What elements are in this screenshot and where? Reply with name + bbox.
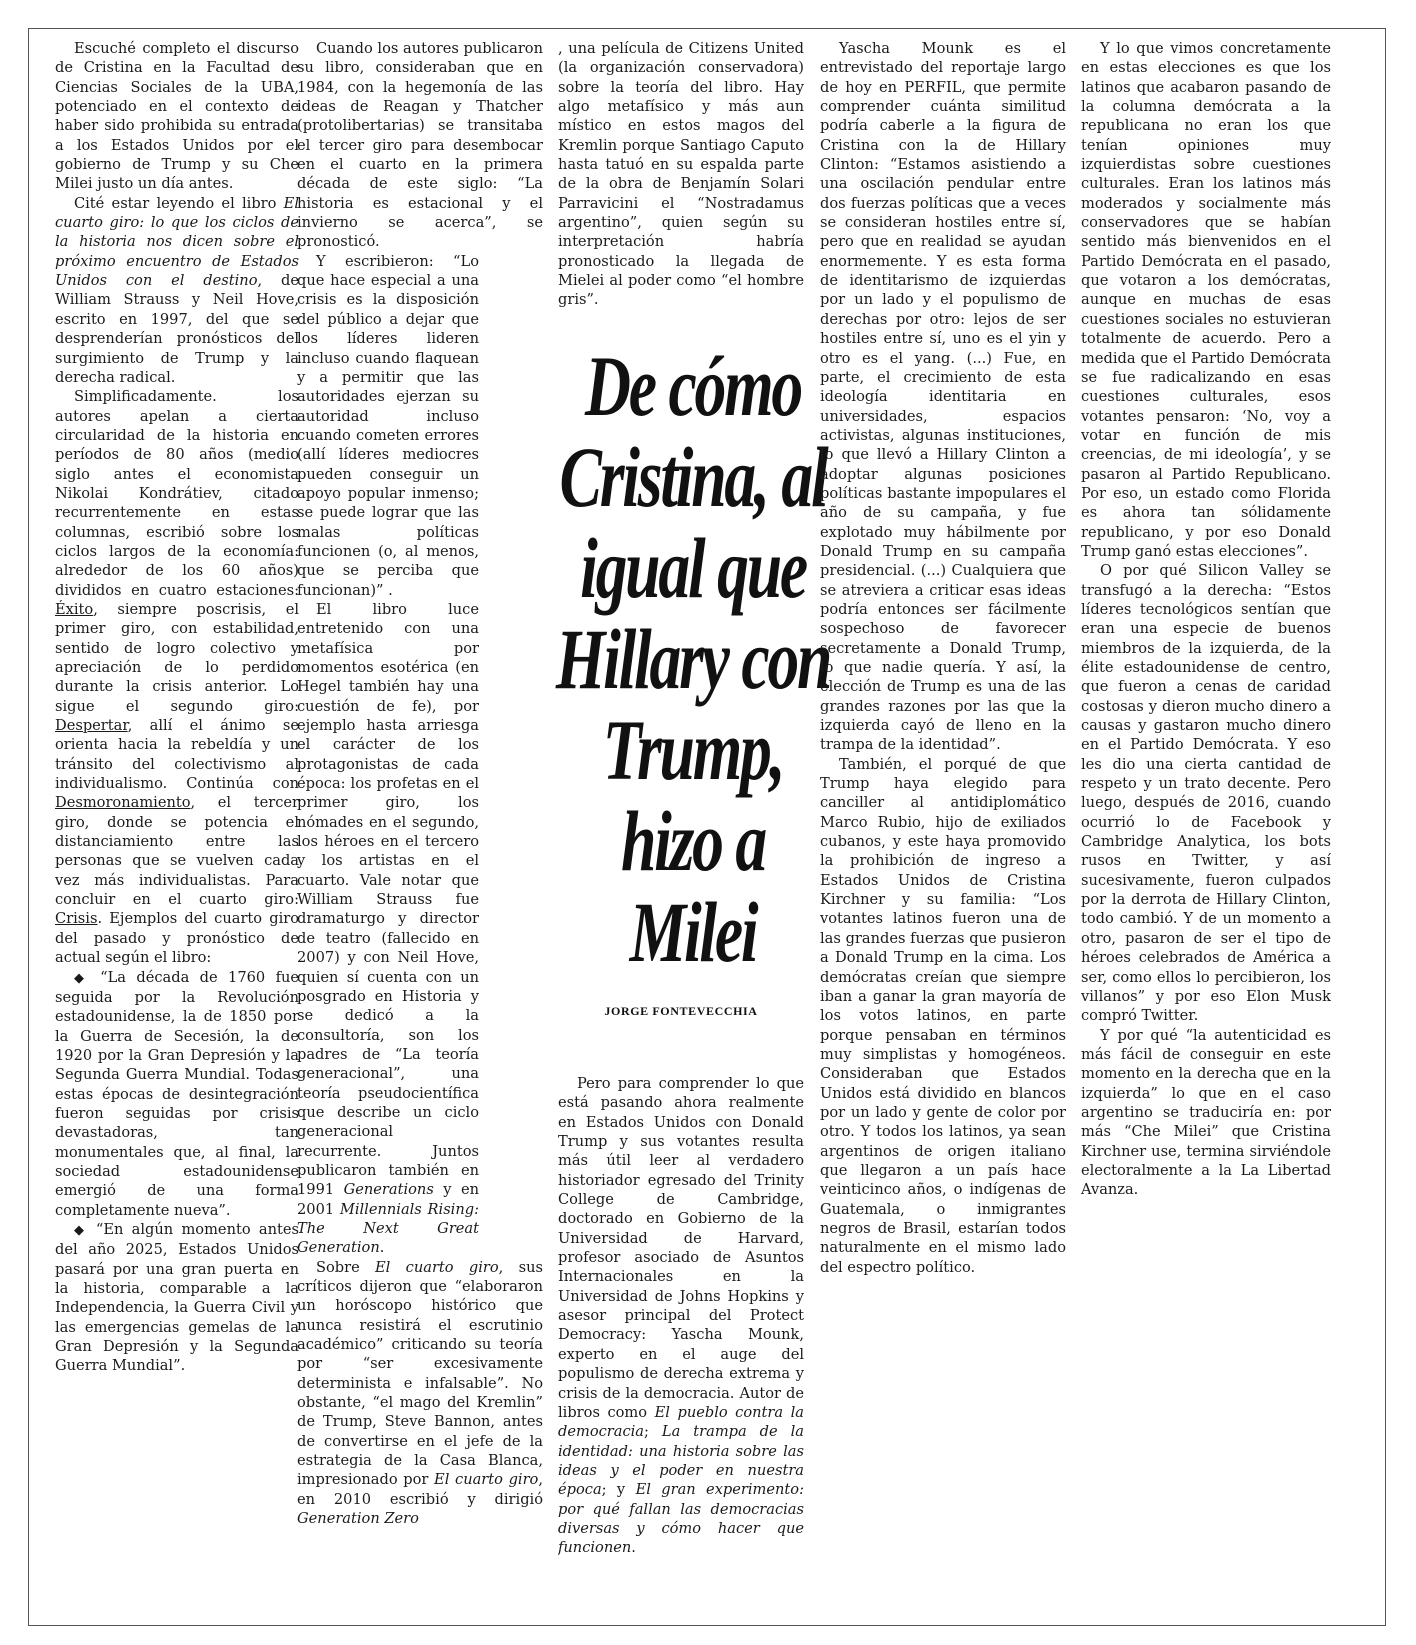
paragraph: Y lo que vimos concretamente en estas elecciones es que los latinos que acabaron pasando de la columna demócrata a la republicana no eran los que tenían opiniones muy izquierdistas sobre cuestiones culturales. Eran los latinos más moderados y socialmente más conservadores que se habían sentido más bienvenidos en el Partido Demócrata en el pasado, que votaron a los demócratas, aunque en muchas de esas cuestiones sociales no estuvieran totalmente de acuerdo. Pero a medida que el Partido Demócrata se fue radicalizando en esas cuestiones culturales, esos votantes pensaron: ‘No, voy a votar en función de mis creencias, de mi ideología’, y se pasaron al Partido Republicano. Por eso, un estado como Florida es ahora tan sólidamente republicano, y por eso Donald Trump ganó estas elecciones”.: [1081, 40, 1331, 560]
paragraph: Yascha Mounk es el entrevistado del reportaje largo de hoy en PERFIL, que permite comprender cuánta similitud podría caberle a la figura de Cristina con la de Hillary Clinton: “Estamos asistiendo a una oscilación pendular entre dos fuerzas políticas que a veces se consideran hostiles entre sí, pero que en realidad se ayudan enormemente. Y es esta forma de identitarismo de izquierdas por un lado y el populismo de derechas por otro: lejos de ser hostiles entre sí, uno es el yin y otro es el yang. (...) Fue, en parte, el crecimiento de esta ideología identitaria en universidades, espacios activistas, algunas instituciones, lo que llevó a Hillary Clinton a adoptar algunas posiciones políticas bastante impopulares el año de su campaña, y fue explotado muy hábilmente por Donald Trump en su campaña presidencial. (...) Cualquiera que se atreviera a criticar esas ideas podría entonces ser fácilmente sospechoso de favorecer secretamente a Donald Trump, lo que nadie quería. Y así, la elección de Trump es una de las grandes razones por las que la izquierda cayó de lleno en la trampa de la identidad”.: [820, 40, 1066, 754]
book-title: El cuarto giro: [375, 1258, 499, 1276]
headline: De cómo Cristina, al igual que Hillary con Trump, hizo a Milei: [555, 338, 831, 980]
paragraph: Cité estar leyendo el libro El cuarto giro: lo que los ciclos de la historia nos dicen sobre el próximo encuentro de Estados Unidos con el destino, de William Strauss y Neil Hove, escrito en 1997, del que se desprenderían pronósticos del surgimiento de Trump y la derecha radical.: [55, 194, 299, 386]
newspaper-page: [28, 28, 1386, 1626]
book-title: Generations: [343, 1181, 434, 1199]
article-column-3-bottom: [558, 1074, 804, 1584]
season-term: Despertar: [55, 717, 128, 735]
paragraph: También, el porqué de que Trump haya elegido para canciller al antidiplomático Marco Rubio, hijo de exiliados cubanos, y este haya promovido la prohibición de ingreso a Estados Unidos de Cristina Kirchner y su familia: “Los votantes latinos fueron una de las grandes fuerzas que pusieron a Donald Trump en la cima. Los demócratas creían que siempre iban a ganar la gran mayoría de los votos latinos, en parte porque pensaban en términos muy simplistas y homogéneos. Consideraban que Estados Unidos está dividido en blancos por un lado y gente de color por otro. Y todos los latinos, ya sean argentinos de origen italiano que llegaron a un país hace veinticinco años, o indígenas de Guatemala, o inmigrantes negros de Brasil, estarían todos naturalmente en el mismo lado del espectro político.: [820, 755, 1066, 1276]
diamond-bullet-icon: ◆: [73, 970, 90, 986]
book-title: El cuarto giro: [434, 1471, 539, 1489]
book-title: El gran experimento: por qué fallan las democracias diversas y cómo hacer que funcionen: [558, 1481, 804, 1557]
quote-item: ◆ “La década de 1760 fue seguida por la Revolución estadounidense, la de 1850 por la Guerra de Secesión, la de 1920 por la Gran Depresión y la Segunda Guerra Mundial. Todas estas épocas de desintegración fueron seguidas por crisis devastadoras, tan monumentales que, al final, la sociedad estadounidense emergió de una forma completamente nueva”.: [55, 968, 299, 1219]
paragraph: Simplificadamente. los autores apelan a cierta circularidad de la historia en períodos de 80 años (medio siglo antes el economista Nikolai Kondrátiev, citado recurrentemente en estas columnas, escribió sobre los ciclos largos de la economía: alrededor de los 60 años) divididos en cuatro estaciones: Éxito, siempre poscrisis, el primer giro, con estabilidad, sentido de logro colectivo y apreciación de lo perdido durante la crisis anterior. Lo sigue el segundo giro: Despertar, allí el ánimo se orienta hacia la rebeldía y un tránsito del colectivismo al individualismo. Continúa con Desmoronamiento, el tercer giro, donde se potencia el distanciamiento entre las personas que se vuelven cada vez más individualistas. Para concluir en el cuarto giro: Crisis. Ejemplos del cuarto giro del pasado y pronóstico de actual según el libro:: [55, 388, 299, 967]
season-term: Desmoronamiento: [55, 794, 191, 812]
paragraph: , una película de Citizens United (la organización conservadora) sobre la teoría del libro. Hay algo metafísico y más aun místico en estos magos del Kremlin porque Santiago Caputo hasta tatuó en su espalda parte de la obra de Benjamín Solari Parravicini el “Nostradamus argentino”, quien según su interpretación habría pronosticado la llegada de Mielei al poder como “el hombre gris”.: [558, 40, 804, 309]
article-column-4: [820, 39, 1066, 1595]
season-term: Crisis: [55, 910, 98, 928]
quote-item: ◆ “En algún momento antes del año 2025, Estados Unidos pasará por una gran puerta en la historia, comparable a la Independencia, la Guerra Civil y las emergencias gemelas de la Gran Depresión y la Segunda Guerra Mundial”.: [55, 1220, 299, 1375]
paragraph: O por qué Silicon Valley se transfugó a la derecha: “Estos líderes tecnológicos sentían que eran una especie de buenos miembros de la izquierda, de la élite estadounidense de centro, que fueron a cenas de caridad costosas y dieron mucho dinero a causas y gastaron mucho dinero en el Partido Demócrata. Y eso les dio una cierta cantidad de respeto y un trato decente. Pero luego, después de 2016, cuando ocurrió lo de Facebook y Cambridge Analytica, los bots rusos en Twitter, y así sucesivamente, fueron culpados por la derrota de Hillary Clinton, todo cambió. Y de un momento a otro, pasaron de ser el tipo de héroes celebrados de América a ser, como ellos lo percibieron, los villanos” y por eso Elon Musk compró Twitter.: [1081, 562, 1331, 1025]
diamond-bullet-icon: ◆: [73, 1222, 88, 1238]
book-title: El pueblo contra la democracia: [558, 1403, 804, 1441]
film-title: Generation Zero: [297, 1510, 419, 1528]
byline: JORGE FONTEVECCHIA: [604, 1004, 758, 1018]
paragraph: El libro luce entretenido con una metafísica por momentos esotérica (en Hegel también hay una cuestión de fe), por ejemplo hasta arriesga el carácter de los protagonistas de cada época: los profetas en el primer giro, los nómades en el segundo, los héroes en el tercero y los artistas en el cuarto. Vale notar que William Strauss fue dramaturgo y director de teatro (fallecido en 2007) y con Neil Hove, quien sí cuenta con un posgrado en Historia y se dedicó a la consultoría, son los padres de “La teoría generacional”, una teoría pseudocientífica que describe un ciclo generacional recurrente. Juntos publicaron también en 1991 Generations y en 2001 Millennials Rising: The Next Great Generation.: [297, 600, 480, 1257]
book-title: La trampa de la identidad: una historia sobre las ideas y el poder en nuestra época: [558, 1423, 804, 1499]
paragraph: Cuando los autores publicaron su libro, consideraban que en 1984, con la hegemonía de las ideas de Reagan y Thatcher (protolibertarias) se transitaba el tercer giro para desembocar en el cuarto en la primera década de este siglo: “La historia es estacional y el invierno se acerca”, se pronosticó.: [297, 40, 543, 251]
article-column-2: [297, 39, 543, 1595]
article-column-5: [1081, 39, 1331, 1595]
article-column-3-top: [558, 39, 804, 329]
paragraph: Y escribieron: “Lo que hace especial a una crisis es la disposición del público a dejar que los líderes lideren incluso cuando flaquean y a permitir que las autoridades ejerzan su autoridad incluso cuando cometen errores (allí líderes mediocres pueden conseguir un apoyo popular inmenso; se puede lograr que las malas políticas funcionen (o, al menos, que se perciba que funcionan)” .: [297, 252, 479, 599]
paragraph: Pero para comprender lo que está pasando ahora realmente en Estados Unidos con Donald Trump y sus votantes resulta más útil leer al verdadero historiador egresado del Trinity College de Cambridge, doctorado en Gobierno de la Universidad de Harvard, profesor asociado de Asuntos Internacionales en la Universidad de Johns Hopkins y asesor principal del Protect Democracy: Yascha Mounk, experto en el auge del populismo de derecha extrema y crisis de la democracia. Autor de libros como El pueblo contra la democracia; La trampa de la identidad: una historia sobre las ideas y el poder en nuestra época; y El gran experimento: por qué fallan las democracias diversas y cómo hacer que funcionen.: [558, 1075, 804, 1557]
paragraph: Y por qué “la autenticidad es más fácil de conseguir en este momento en la derecha que en la izquierda” lo que en el caso argentino se traduciría en: por más “Che Milei” que Cristina Kirchner use, termina sirviéndole electoralmente a la La Libertad Avanza.: [1081, 1026, 1331, 1199]
book-title: Millennials Rising: The Next Great Generation: [297, 1200, 480, 1257]
article-column-1: [55, 39, 299, 1595]
book-title: El cuarto giro: lo que los ciclos de la historia nos dicen sobre el próximo encuentro de Estados Unidos con el destino: [55, 194, 299, 290]
paragraph: Escuché completo el discurso de Cristina en la Facultad de Ciencias Sociales de la UBA, potenciado en el contexto de haber sido prohibida su entrada a los Estados Unidos por el gobierno de Trump y su Che Milei justo un día antes.: [55, 40, 299, 193]
paragraph: Sobre El cuarto giro, sus críticos dijeron que “elaboraron un horóscopo histórico que nunca resistirá el escrutinio académico” criticando su teoría por “ser excesivamente determinista e infalsable”. No obstante, “el mago del Kremlin” de Trump, Steve Bannon, antes de convertirse en el jefe de la estrategia de la Casa Blanca, impresionado por El cuarto giro, en 2010 escribió y dirigió Generation Zero: [297, 1258, 543, 1528]
season-term: Éxito: [55, 600, 94, 618]
